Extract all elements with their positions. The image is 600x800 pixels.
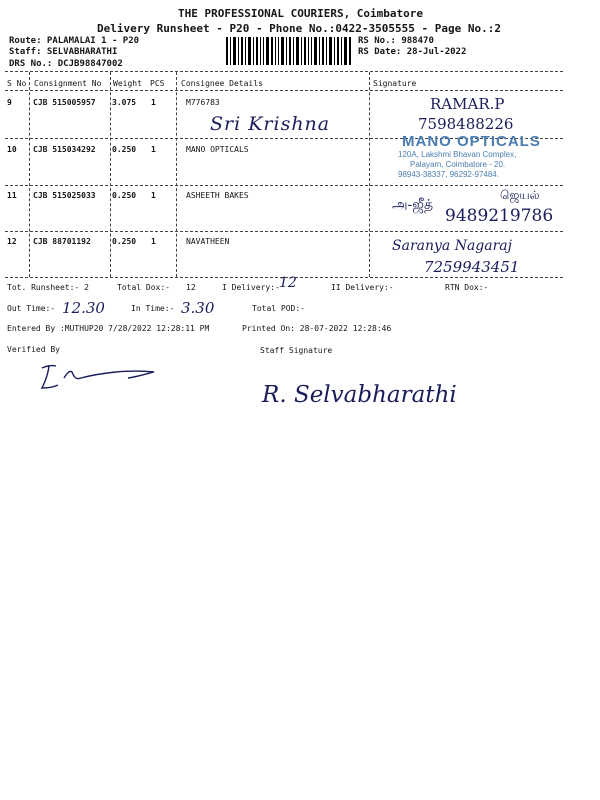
ii-delivery-label: II Delivery:- bbox=[331, 283, 394, 292]
row-sno: 12 bbox=[7, 237, 17, 246]
staff-signature-label: Staff Signature bbox=[260, 346, 333, 355]
column-divider bbox=[176, 72, 177, 277]
row-weight: 3.075 bbox=[112, 98, 137, 107]
column-divider bbox=[29, 72, 30, 277]
row-weight: 0.250 bbox=[112, 191, 137, 200]
handwritten-signature: Saranya Nagaraj bbox=[392, 238, 512, 254]
company-title: THE PROFESSIONAL COURIERS, Coimbatore bbox=[178, 7, 424, 20]
printed-on: Printed On: 28-07-2022 12:28:46 bbox=[242, 324, 392, 333]
handwritten-signature: அ-ஜீத் bbox=[392, 197, 434, 213]
entered-by: Entered By :MUTHUP20 7/28/2022 12:28:11 PM bbox=[7, 324, 210, 333]
verifier-signature bbox=[36, 360, 161, 395]
runsheet-title: Delivery Runsheet - P20 - Phone No.:0422-3505555 - Page No.:2 bbox=[97, 22, 501, 35]
col-header-pcs: PCS bbox=[150, 79, 165, 88]
row-consignee: MANO OPTICALS bbox=[186, 145, 249, 154]
handwritten-in-time: 3.30 bbox=[181, 299, 215, 317]
handwritten-signature: RAMAR.P bbox=[430, 95, 505, 113]
row-consignee: ASHEETH BAKES bbox=[186, 191, 249, 200]
rtn-dox-label: RTN Dox:- bbox=[445, 283, 489, 292]
stamp-address-line: 120A, Lakshmi Bhavan Complex, bbox=[398, 150, 517, 159]
company-stamp bbox=[396, 133, 546, 185]
column-divider bbox=[369, 72, 370, 277]
handwritten-phone: 7598488226 bbox=[418, 115, 514, 133]
handwritten-phone: 9489219786 bbox=[445, 206, 554, 226]
table-top-border bbox=[5, 71, 563, 72]
total-dox-value: 12 bbox=[186, 283, 196, 292]
col-header-sno: S No bbox=[7, 79, 27, 88]
row-pcs: 1 bbox=[151, 237, 156, 246]
handwritten-name: Sri Krishna bbox=[210, 113, 331, 135]
col-header-consignment: Consignment No bbox=[34, 79, 102, 88]
row-consignment: CJB 515025033 bbox=[33, 191, 96, 200]
handwritten-signature: ஜெயல் bbox=[500, 188, 540, 202]
col-header-weight: Weight bbox=[113, 79, 142, 88]
drs-number: DRS No.: DCJB98847002 bbox=[9, 59, 123, 69]
row-consignment: CJB 515034292 bbox=[33, 145, 96, 154]
handwritten-phone: 7259943451 bbox=[424, 258, 520, 276]
handwritten-delivery-count: 12 bbox=[279, 275, 297, 291]
i-delivery-label: I Delivery:- bbox=[222, 283, 280, 292]
row-divider bbox=[5, 185, 563, 186]
barcode-image bbox=[226, 37, 352, 65]
total-dox-label: Total Dox:- bbox=[117, 283, 170, 292]
total-pod-label: Total POD:- bbox=[252, 304, 305, 313]
row-consignee: NAVATHEEN bbox=[186, 237, 230, 246]
staff-label: Staff: SELVABHARATHI bbox=[9, 47, 118, 57]
in-time-label: In Time:- bbox=[131, 304, 175, 313]
row-consignee: M776783 bbox=[186, 98, 220, 107]
row-pcs: 1 bbox=[151, 98, 156, 107]
handwritten-staff-signature: R. Selvabharathi bbox=[262, 382, 457, 408]
row-weight: 0.250 bbox=[112, 237, 137, 246]
row-weight: 0.250 bbox=[112, 145, 137, 154]
stamp-phone-line: 98943-38337, 96292-97484. bbox=[398, 170, 499, 179]
col-header-consignee: Consignee Details bbox=[181, 79, 263, 88]
row-sno: 11 bbox=[7, 191, 17, 200]
total-runsheet: Tot. Runsheet:- 2 bbox=[7, 283, 89, 292]
row-sno: 10 bbox=[7, 145, 17, 154]
col-header-signature: Signature bbox=[373, 79, 417, 88]
rs-date: RS Date: 28-Jul-2022 bbox=[358, 47, 467, 57]
rs-number: RS No.: 988470 bbox=[358, 36, 434, 46]
row-consignment: CJB 88701192 bbox=[33, 237, 91, 246]
row-consignment: CJB 515005957 bbox=[33, 98, 96, 107]
verified-by-label: Verified By bbox=[7, 345, 60, 354]
out-time-label: Out Time:- bbox=[7, 304, 56, 313]
handwritten-out-time: 12.30 bbox=[62, 299, 105, 317]
table-header-border bbox=[5, 90, 563, 91]
column-divider bbox=[110, 72, 111, 277]
stamp-name: MANO OPTICALS bbox=[402, 133, 541, 150]
row-divider bbox=[5, 231, 563, 232]
stamp-address-line: Palayam, Coimbatore - 20. bbox=[410, 160, 506, 169]
row-sno: 9 bbox=[7, 98, 12, 107]
row-pcs: 1 bbox=[151, 191, 156, 200]
row-pcs: 1 bbox=[151, 145, 156, 154]
route-label: Route: PALAMALAI 1 - P20 bbox=[9, 36, 140, 46]
